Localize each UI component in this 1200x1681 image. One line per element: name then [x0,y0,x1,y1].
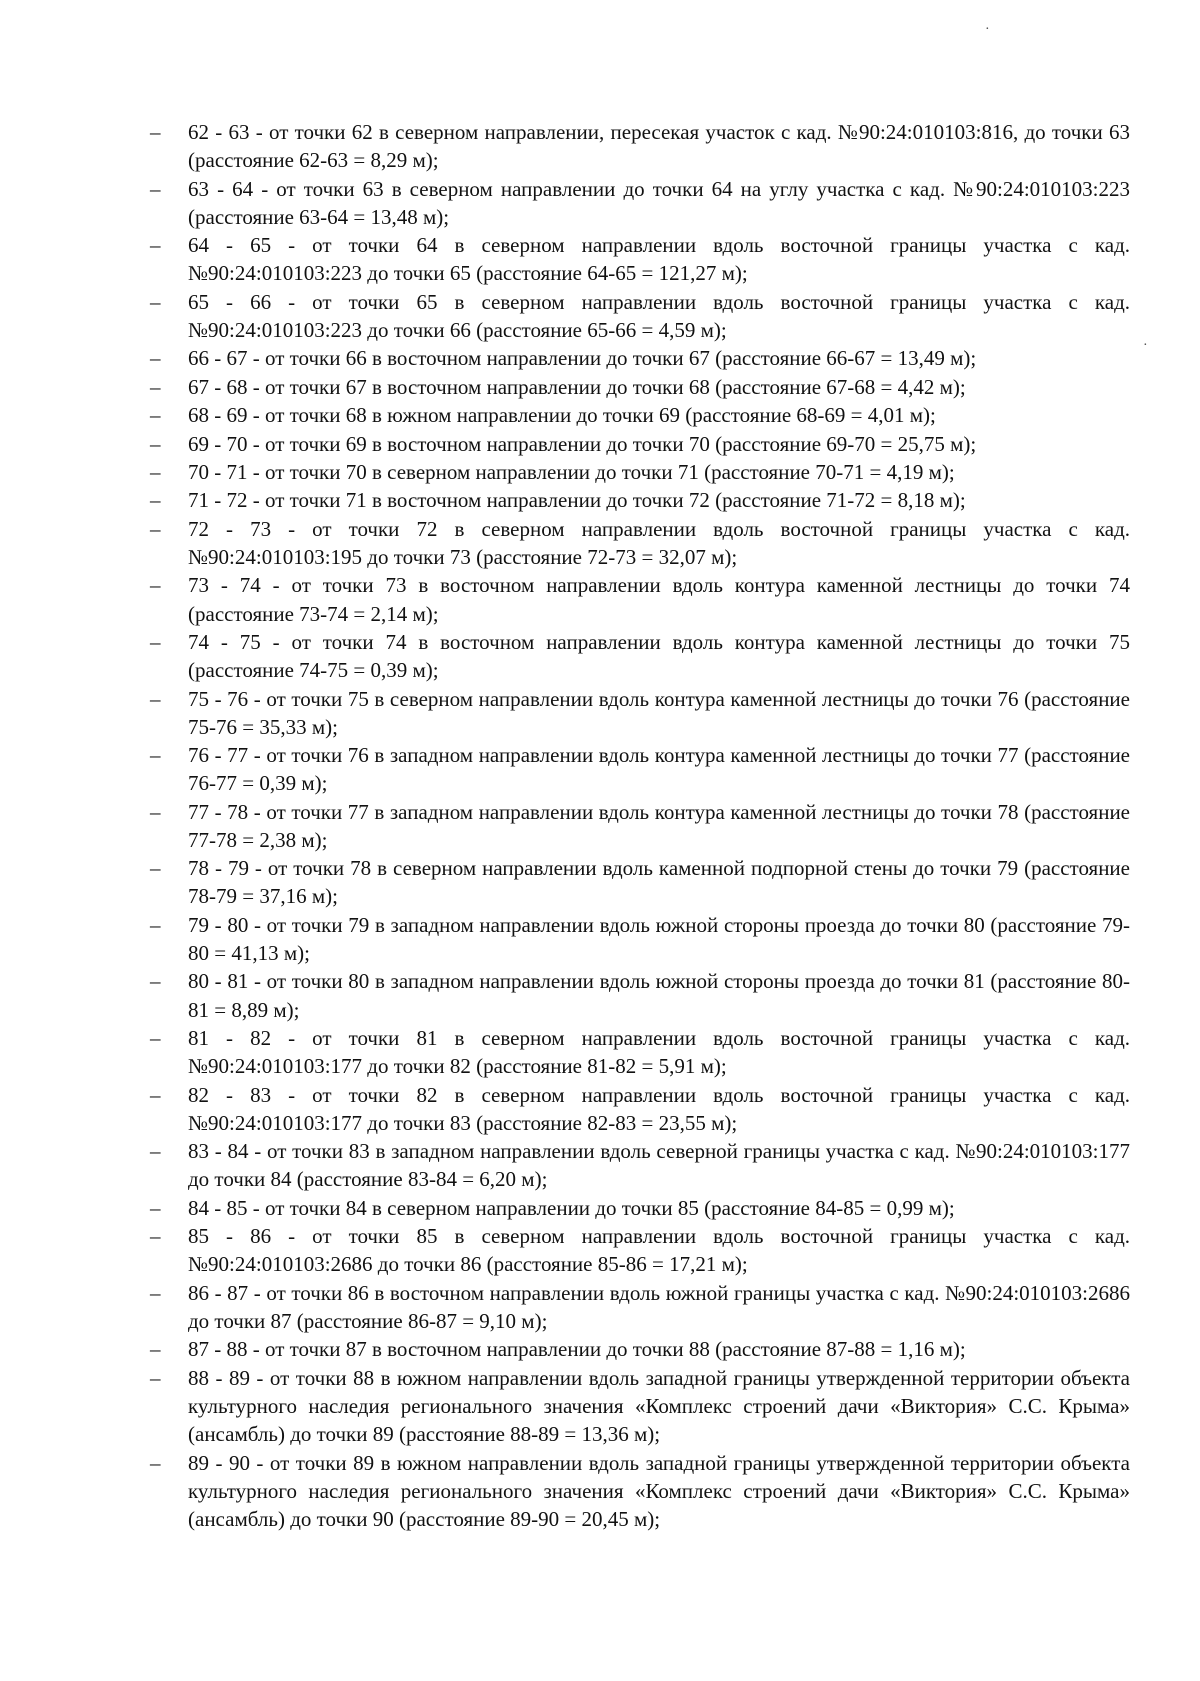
list-item-text: 77 - 78 - от точки 77 в западном направлении вдоль контура каменной лестницы до точки 78 (расстояние 77-78 = 2,38 м); [188,799,1130,852]
list-bullet: – [150,1365,161,1390]
list-item [150,1024,1130,1080]
list-bullet: – [150,1337,161,1362]
list-bullet: – [150,488,161,513]
list-item [150,231,1130,287]
scan-speck: · [1143,338,1148,353]
list-item-text: 63 - 64 - от точки 63 в северном направлении до точки 64 на углу участка с кад. №90:24:010103:223 (расстояние 63-64 = 13,48 м); [188,176,1130,229]
list-item [150,401,1130,429]
list-item-text: 75 - 76 - от точки 75 в северном направлении вдоль контура каменной лестницы до точки 76 (расстояние 75-76 = 35,33 м); [188,686,1130,739]
list-item-text: 80 - 81 - от точки 80 в западном направлении вдоль южной стороны проезда до точки 81 (расстояние 80-81 = 8,89 м); [188,969,1130,1022]
list-item-text: 62 - 63 - от точки 62 в северном направлении, пересекая участок с кад. №90:24:010103:816, до точки 63 (расстояние 62-63 = 8,29 м); [188,120,1130,173]
list-bullet: – [150,912,161,937]
list-item [150,628,1130,684]
list-bullet: – [150,1280,161,1305]
list-bullet: – [150,1450,161,1475]
list-bullet: – [150,374,161,399]
list-item-text: 74 - 75 - от точки 74 в восточном направлении вдоль контура каменной лестницы до точки 75 (расстояние 74-75 = 0,39 м); [188,629,1130,683]
list-bullet: – [150,233,161,258]
list-item [150,175,1130,231]
list-item [150,486,1130,514]
list-item-text: 70 - 71 - от точки 70 в северном направлении до точки 71 (расстояние 70-71 = 4,19 м); [188,459,955,484]
list-item [150,430,1130,458]
list-bullet: – [150,1026,161,1051]
scan-speck: · [985,22,990,37]
list-item-text: 68 - 69 - от точки 68 в южном направлении до точки 69 (расстояние 68-69 = 4,01 м); [188,403,936,428]
list-item-text: 67 - 68 - от точки 67 в восточном направлении до точки 68 (расстояние 67-68 = 4,42 м); [188,374,966,399]
list-item-text: 69 - 70 - от точки 69 в восточном направлении до точки 70 (расстояние 69-70 = 25,75 м); [188,431,977,456]
list-item [150,118,1130,174]
list-item [150,571,1130,627]
list-item-text: 65 - 66 - от точки 65 в северном направлении вдоль восточной границы участка с кад. №90:24:010103:223 до точки 66 (расстояние 65-66 = 4,59 м); [188,289,1130,342]
list-item-text: 82 - 83 - от точки 82 в северном направлении вдоль восточной границы участка с кад. №90:24:010103:177 до точки 83 (расстояние 82-83 = 23,55 м); [188,1082,1130,1135]
list-item [150,685,1130,741]
list-bullet: – [150,346,161,371]
list-item-text: 88 - 89 - от точки 88 в южном направлении вдоль западной границы утвержденной территории объекта культурного наследия регионального значения «Комплекс строений дачи «Виктория» С.С. Крыма» (ансамбль) до точки 89 (расстояние 88-89 = 13,36 м); [188,1365,1130,1447]
list-bullet: – [150,686,161,711]
list-bullet: – [150,459,161,484]
list-item [150,1137,1130,1193]
list-item [150,1222,1130,1278]
list-item [150,854,1130,910]
list-bullet: – [150,1224,161,1249]
list-item [150,967,1130,1023]
list-item [150,1194,1130,1222]
list-item [150,288,1130,344]
list-item-text: 73 - 74 - от точки 73 в восточном направлении вдоль контура каменной лестницы до точки 74 (расстояние 73-74 = 2,14 м); [188,573,1130,626]
list-bullet: – [150,1139,161,1164]
list-item-text: 71 - 72 - от точки 71 в восточном направлении до точки 72 (расстояние 71-72 = 8,18 м); [188,488,966,513]
boundary-description-list [150,118,1130,1533]
list-bullet: – [150,1195,161,1220]
list-bullet: – [150,573,161,598]
list-bullet: – [150,120,161,144]
list-item-text: 79 - 80 - от точки 79 в западном направлении вдоль южной стороны проезда до точки 80 (расстояние 79-80 = 41,13 м); [188,912,1130,966]
list-bullet: – [150,1082,161,1107]
list-item-text: 66 - 67 - от точки 66 в восточном направлении до точки 67 (расстояние 66-67 = 13,49 м); [188,346,977,371]
list-item-text: 85 - 86 - от точки 85 в северном направлении вдоль восточной границы участка с кад. №90:24:010103:2686 до точки 86 (расстояние 85-86 = 17,21 м); [188,1224,1130,1277]
list-bullet: – [150,799,161,824]
list-item [150,1335,1130,1363]
list-item-text: 81 - 82 - от точки 81 в северном направлении вдоль восточной границы участка с кад. №90:24:010103:177 до точки 82 (расстояние 81-82 = 5,91 м); [188,1026,1130,1079]
list-item-text: 87 - 88 - от точки 87 в восточном направлении до точки 88 (расстояние 87-88 = 1,16 м); [188,1337,966,1362]
list-item [150,373,1130,401]
list-bullet: – [150,969,161,994]
list-item [150,515,1130,571]
list-bullet: – [150,289,161,314]
list-item-text: 84 - 85 - от точки 84 в северном направлении до точки 85 (расстояние 84-85 = 0,99 м); [188,1195,955,1220]
list-item [150,741,1130,797]
list-item-text: 64 - 65 - от точки 64 в северном направлении вдоль восточной границы участка с кад. №90:24:010103:223 до точки 65 (расстояние 64-65 = 121,27 м); [188,233,1130,286]
list-bullet: – [150,403,161,428]
list-item-text: 72 - 73 - от точки 72 в северном направлении вдоль восточной границы участка с кад. №90:24:010103:195 до точки 73 (расстояние 72-73 = 32,07 м); [188,516,1130,569]
list-item [150,1364,1130,1449]
list-item [150,1449,1130,1534]
list-item-text: 89 - 90 - от точки 89 в южном направлении вдоль западной границы утвержденной территории объекта культурного наследия регионального значения «Комплекс строений дачи «Виктория» С.С. Крыма» (ансамбль) до точки 90 (расстояние 89-90 = 20,45 м); [188,1450,1130,1532]
list-item [150,798,1130,854]
list-item-text: 83 - 84 - от точки 83 в западном направлении вдоль северной границы участка с кад. №90:24:010103:177 до точки 84 (расстояние 83-84 = 6,20 м); [188,1139,1130,1192]
list-item-text: 86 - 87 - от точки 86 в восточном направлении вдоль южной границы участка с кад. №90:24:010103:2686 до точки 87 (расстояние 86-87 = 9,10 м); [188,1280,1130,1334]
list-item [150,911,1130,967]
list-item [150,458,1130,486]
list-item [150,1279,1130,1335]
list-bullet: – [150,516,161,541]
list-item-text: 78 - 79 - от точки 78 в северном направлении вдоль каменной подпорной стены до точки 79 (расстояние 78-79 = 37,16 м); [188,856,1130,909]
list-item-text: 76 - 77 - от точки 76 в западном направлении вдоль контура каменной лестницы до точки 77 (расстояние 76-77 = 0,39 м); [188,743,1130,796]
list-item [150,344,1130,372]
list-bullet: – [150,629,161,654]
list-bullet: – [150,856,161,881]
list-bullet: – [150,176,161,201]
list-bullet: – [150,431,161,456]
list-bullet: – [150,743,161,768]
list-item [150,1081,1130,1137]
